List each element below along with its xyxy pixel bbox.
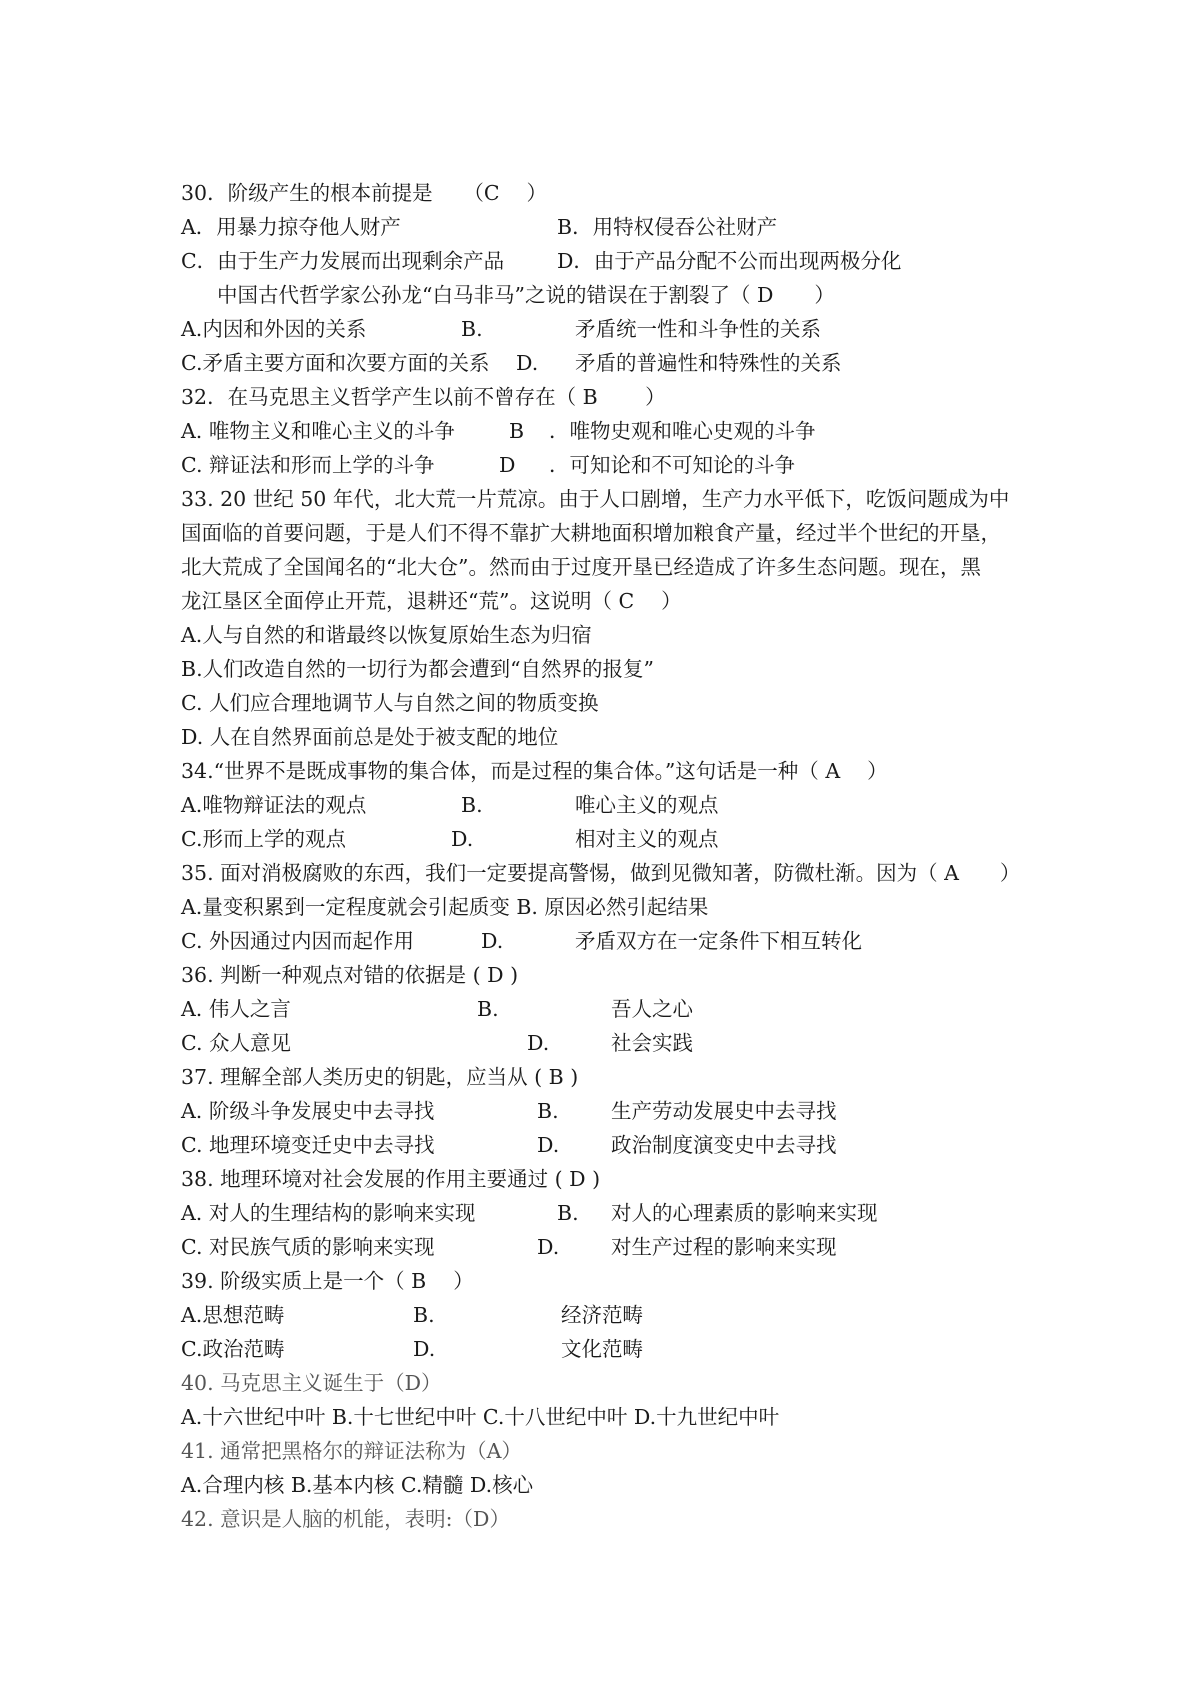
option-row [181,244,1041,278]
option-d-letter: D. [516,351,539,375]
option-row [181,1400,1041,1434]
option-a-b: A.量变积累到一定程度就会引起质变 B. 原因必然引起结果 [181,895,709,919]
option-d-letter: D [499,453,516,477]
question-stem: 40. 马克思主义诞生于（D） [181,1371,442,1395]
option-d-letter: D. [527,1031,550,1055]
stem-line: 33. 20 世纪 50 年代，北大荒一片荒凉。由于人口剧增，生产力水平低下，吃饭问题成为中 [181,487,1010,511]
option-a: A.人与自然的和谐最终以恢复原始生态为归宿 [181,623,592,647]
option-row [181,1468,1041,1502]
option-b: B．用特权侵吞公社财产 [557,215,778,239]
option-d: ．可知论和不可知论的斗争 [549,453,795,477]
question-stem: 42. 意识是人脑的机能，表明:（D） [181,1507,510,1531]
option-d-letter: D. [413,1337,436,1361]
option-a: A. 唯物主义和唯心主义的斗争 [181,419,455,443]
option-row [181,686,1041,720]
option-row [181,618,1041,652]
option-b: 经济范畴 [561,1303,643,1327]
option-d: 文化范畴 [561,1337,643,1361]
option-b: 唯心主义的观点 [575,793,719,817]
question-stem: 36. 判断一种观点对错的依据是 ( D ) [181,963,519,987]
option-a: A. 伟人之言 [181,997,291,1021]
option-c: C.形而上学的观点 [181,827,346,851]
option-b: 吾人之心 [611,997,693,1021]
option-d-letter: D. [537,1133,560,1157]
option-row [181,1230,1041,1264]
question-stem: 37. 理解全部人类历史的钥匙，应当从 ( B ) [181,1065,579,1089]
option-row [181,1196,1041,1230]
option-row [181,1094,1041,1128]
option-row [181,720,1041,754]
option-d: D. 人在自然界面前总是处于被支配的地位 [181,725,559,749]
option-a: A．用暴力掠夺他人财产 [181,215,401,239]
option-row [181,312,1041,346]
option-row [181,788,1041,822]
option-row [181,1026,1041,1060]
option-a: A. 对人的生理结构的影响来实现 [181,1201,476,1225]
option-d: 矛盾的普遍性和特殊性的关系 [575,351,842,375]
option-b-letter: B. [413,1303,435,1327]
question-stem: 39. 阶级实质上是一个（ B ） [181,1269,474,1293]
option-c: C.政治范畴 [181,1337,285,1361]
option-a: A. 阶级斗争发展史中去寻找 [181,1099,435,1123]
option-c: C. 众人意见 [181,1031,291,1055]
option-row [181,210,1041,244]
option-b: 生产劳动发展史中去寻找 [611,1099,837,1123]
option-row [181,1128,1041,1162]
option-row [181,924,1041,958]
option-a: A.思想范畴 [181,1303,285,1327]
option-b-letter: B. [461,793,483,817]
option-row [181,822,1041,856]
question-stem: 38. 地理环境对社会发展的作用主要通过 ( D ) [181,1167,601,1191]
option-d: 政治制度演变史中去寻找 [611,1133,837,1157]
option-row [181,1332,1041,1366]
option-d-letter: D. [451,827,474,851]
question-stem: 中国古代哲学家公孙龙“白马非马”之说的错误在于割裂了（ D ） [217,283,835,307]
option-b: B.人们改造自然的一切行为都会遭到“自然界的报复” [181,657,655,681]
option-d: 相对主义的观点 [575,827,719,851]
option-d: 社会实践 [611,1031,693,1055]
question-stem: 30．阶级产生的根本前提是 （C ） [181,181,548,205]
option-d: 对生产过程的影响来实现 [611,1235,837,1259]
options-inline: A.合理内核 B.基本内核 C.精髓 D.核心 [181,1473,534,1497]
option-b: 矛盾统一性和斗争性的关系 [575,317,821,341]
option-c: C. 外因通过内因而起作用 [181,929,414,953]
option-d: D．由于产品分配不公而出现两极分化 [557,249,902,273]
option-a: A.内因和外因的关系 [181,317,367,341]
question-list [181,176,1041,1536]
option-row [181,652,1041,686]
option-c: C. 对民族气质的影响来实现 [181,1235,435,1259]
option-b-letter: B. [557,1201,579,1225]
option-c: C.矛盾主要方面和次要方面的关系 [181,351,490,375]
option-d-letter: D. [537,1235,560,1259]
option-b-letter: B [509,419,525,443]
stem-line: 北大荒成了全国闻名的“北大仓”。然而由于过度开垦已经造成了许多生态问题。现在，黑 [181,555,981,579]
option-b: ．唯物史观和唯心史观的斗争 [549,419,816,443]
option-d-letter: D. [481,929,504,953]
option-c: C. 地理环境变迁史中去寻找 [181,1133,435,1157]
option-row [181,448,1041,482]
option-b: 对人的心理素质的影响来实现 [611,1201,878,1225]
question-stem [181,482,1041,618]
question-stem: 41. 通常把黑格尔的辩证法称为（A） [181,1439,522,1463]
option-b-letter: B. [477,997,499,1021]
option-b-letter: B. [537,1099,559,1123]
option-c: C．由于生产力发展而出现剩余产品 [181,249,505,273]
option-row [181,1298,1041,1332]
option-d: 矛盾双方在一定条件下相互转化 [575,929,862,953]
option-c: C. 人们应合理地调节人与自然之间的物质变换 [181,691,599,715]
option-b-letter: B. [461,317,483,341]
option-c: C. 辩证法和形而上学的斗争 [181,453,435,477]
option-row [181,890,1041,924]
question-stem: 35. 面对消极腐败的东西，我们一定要提高警惕，做到见微知著，防微杜渐。因为（ A ） [181,861,1021,885]
option-row [181,414,1041,448]
stem-line: 龙江垦区全面停止开荒，退耕还“荒”。这说明（ C ） [181,589,682,613]
options-inline: A.十六世纪中叶 B.十七世纪中叶 C.十八世纪中叶 D.十九世纪中叶 [181,1405,780,1429]
question-stem: 34.“世界不是既成事物的集合体，而是过程的集合体。”这句话是一种（ A ） [181,759,888,783]
stem-line: 国面临的首要问题，于是人们不得不靠扩大耕地面积增加粮食产量，经过半个世纪的开垦， [181,521,1001,545]
question-stem: 32．在马克思主义哲学产生以前不曾存在（ B ） [181,385,666,409]
option-a: A.唯物辩证法的观点 [181,793,367,817]
option-row [181,346,1041,380]
option-row [181,992,1041,1026]
